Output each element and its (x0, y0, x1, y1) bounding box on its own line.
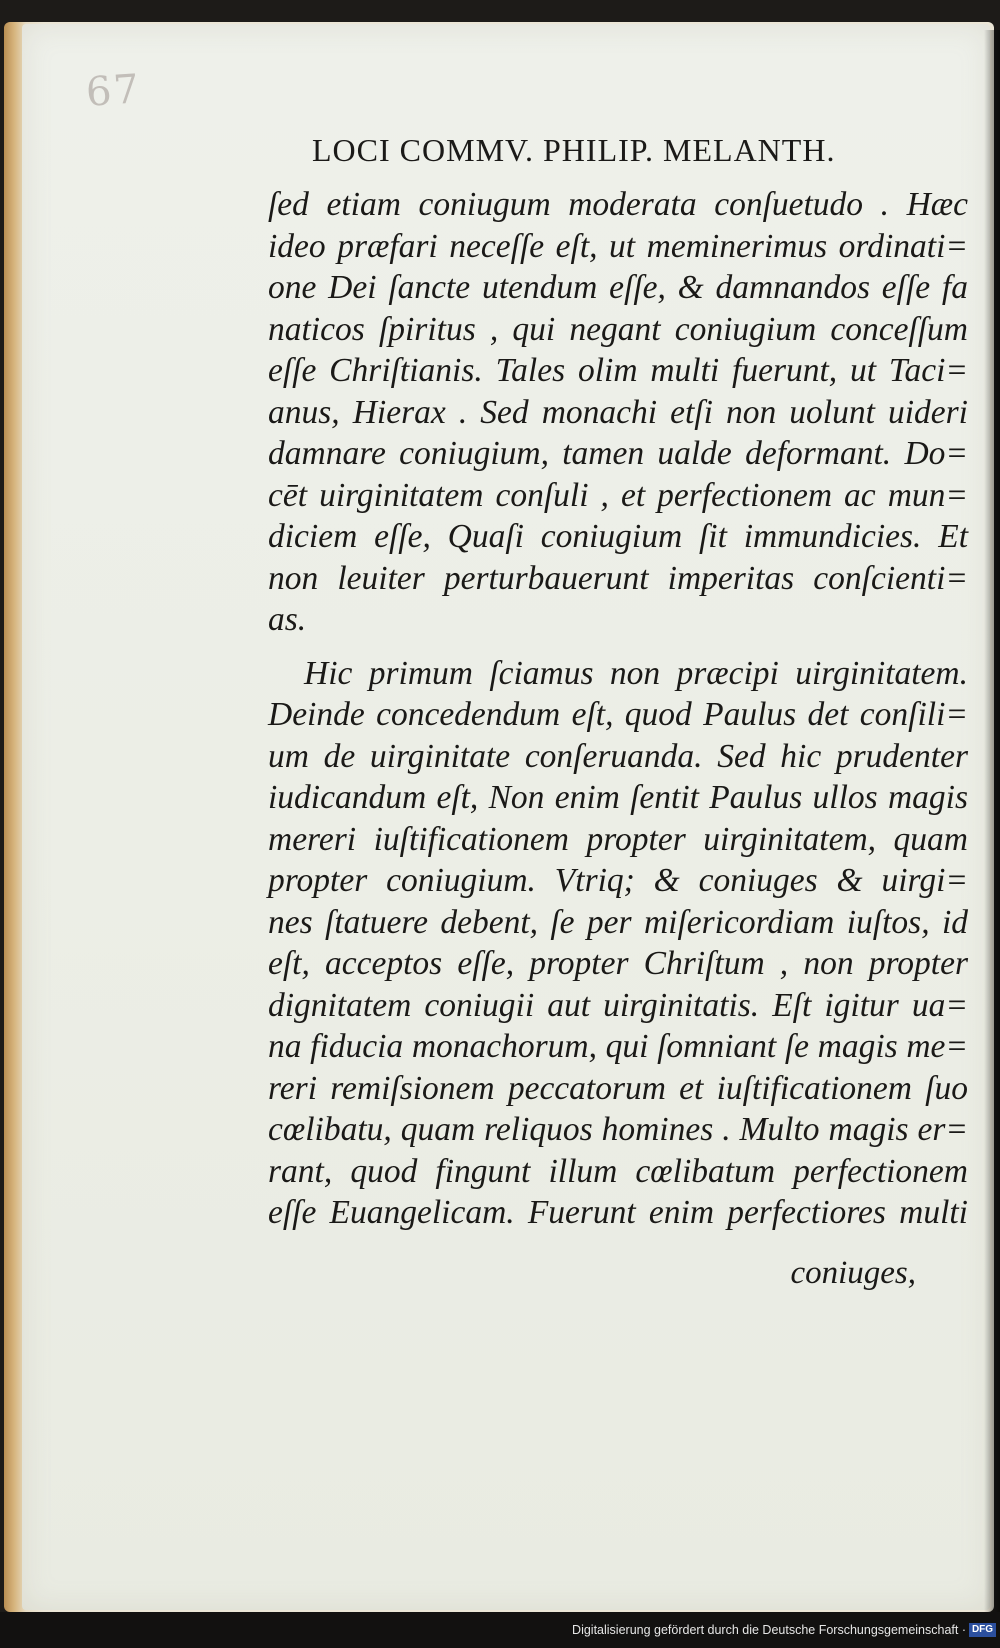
catchword: coniuges, (790, 1255, 916, 1291)
dfg-logo: DFG (969, 1623, 996, 1637)
paragraph-2 (268, 653, 968, 1234)
text-line: ideo præfari neceſſe eſt, ut meminerimus ordinati= (268, 227, 968, 265)
text-line: naticos ſpiritus , qui negant coniugium conceſſum (268, 310, 968, 348)
paragraph-1 (268, 184, 968, 641)
pencil-folio-mark: 67 (84, 66, 143, 116)
text-line: eſſe Chriſtianis. Tales olim multi fuerunt, ut Taci= (268, 352, 968, 389)
text-line: rant, quod fingunt illum cœlibatum perfectionem (268, 1152, 968, 1190)
text-line: diciem eſſe, Quaſi coniugium ſit immundicies. Et (268, 518, 968, 555)
text-line: damnare coniugium, tamen ualde deformant. Do= (268, 435, 968, 472)
text-line: ſed etiam coniugum moderata conſuetudo . Hæc (268, 186, 968, 223)
running-head: LOCI COMMV. PHILIP. MELANTH. (312, 132, 836, 168)
text-line: non leuiter perturbauerunt imperitas conſcienti= (268, 559, 968, 597)
text-line: reri remiſsionem peccatorum et iuſtificationem ſuo (268, 1069, 968, 1107)
funding-credit: Digitalisierung gefördert durch die Deutsche Forschungsgemeinschaft · (572, 1623, 966, 1637)
text-line: anus, Hierax . Sed monachi etſi non uolunt uideri (268, 393, 968, 431)
text-line: iudicandum eſt, Non enim ſentit Paulus ullos magis (268, 779, 968, 816)
binding-shadow (984, 30, 1000, 1612)
text-line: one Dei ſancte utendum eſſe, & damnandos eſſe fa (268, 269, 968, 306)
text-line: propter coniugium. Vtriq; & coniuges & uirgi= (268, 862, 968, 899)
paragraph-gap (268, 641, 968, 653)
text-line: nes ſtatuere debent, ſe per miſericordiam iuſtos, id (268, 903, 968, 941)
text-line: cēt uirginitatem conſuli , et perfectionem ac mun= (268, 476, 968, 514)
text-line: mereri iuſtificationem propter uirginitatem, quam (268, 820, 968, 858)
text-line: um de uirginitate conſeruanda. Sed hic prudenter (268, 737, 968, 775)
text-line: Hic primum ſciamus non præcipi uirginitatem. (304, 654, 968, 692)
main-text (268, 184, 968, 1234)
text-line: as. (268, 601, 307, 638)
text-line: na fiducia monachorum, qui ſomniant ſe magis me= (268, 1028, 968, 1065)
text-line: cœlibatu, quam reliquos homines . Multo magis er= (268, 1111, 968, 1148)
text-line: eſt, acceptos eſſe, propter Chriſtum , non propter (268, 945, 968, 982)
text-line: eſſe Euangelicam. Fuerunt enim perfectiores multi (268, 1194, 968, 1231)
text-line: Deinde concedendum eſt, quod Paulus det conſili= (268, 696, 968, 733)
text-line: dignitatem coniugii aut uirginitatis. Eſt igitur ua= (268, 986, 968, 1024)
